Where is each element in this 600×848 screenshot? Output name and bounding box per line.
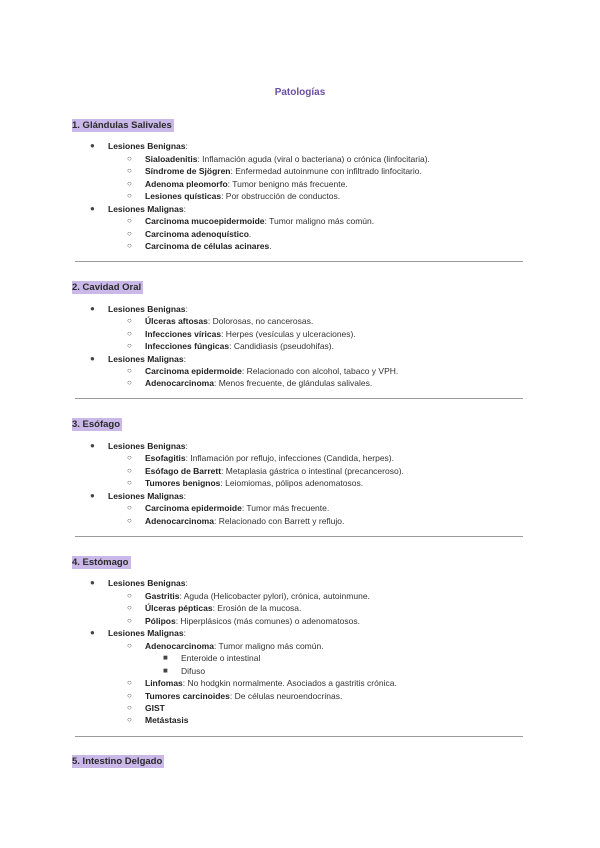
bullet-marker: ● [90, 441, 95, 450]
malign-group-label: Lesiones Malignas: [108, 491, 186, 501]
circle-marker: ○ [127, 715, 132, 724]
circle-marker: ○ [127, 516, 132, 525]
circle-marker: ○ [127, 241, 132, 250]
list-item: Tumores carcinoides: De células neuroendocrinas. [145, 691, 343, 701]
circle-marker: ○ [127, 216, 132, 225]
bullet-marker: ● [90, 204, 95, 213]
benign-group-label: Lesiones Benignas: [108, 441, 188, 451]
list-item: Pólipos: Hiperplásicos (más comunes) o adenomatosos. [145, 616, 360, 626]
list-item: Carcinoma mucoepidermoide: Tumor maligno más común. [145, 216, 375, 226]
list-item: Metástasis [145, 715, 189, 725]
sub-list-item: Enteroide o intestinal [181, 653, 261, 663]
list-item: Úlceras aftosas: Dolorosas, no cancerosas. [145, 316, 314, 326]
bullet-marker: ● [90, 491, 95, 500]
list-item: Gastritis: Aguda (Helicobacter pylori), crónica, autoinmune. [145, 591, 370, 601]
list-item: Síndrome de Sjögren: Enfermedad autoinmune con infiltrado linfocitario. [145, 166, 422, 176]
circle-marker: ○ [127, 603, 132, 612]
section-divider [75, 398, 523, 399]
malign-group-label: Lesiones Malignas: [108, 204, 186, 214]
circle-marker: ○ [127, 641, 132, 650]
section-heading-intestino-delgado: 5. Intestino Delgado [72, 756, 163, 767]
section-heading-cavidad-oral: 2. Cavidad Oral [72, 282, 142, 293]
malign-group-label: Lesiones Malignas: [108, 628, 186, 638]
bullet-marker: ● [90, 304, 95, 313]
circle-marker: ○ [127, 616, 132, 625]
list-item: GIST [145, 703, 165, 713]
list-item: Adenocarcinoma: Tumor maligno más común. [145, 641, 324, 651]
benign-group-label: Lesiones Benignas: [108, 141, 188, 151]
list-item: Esofagitis: Inflamación por reflujo, infecciones (Candida, herpes). [145, 453, 394, 463]
bullet-marker: ● [90, 628, 95, 637]
list-item: Carcinoma epidermoide: Tumor más frecuente. [145, 503, 330, 513]
benign-group-label: Lesiones Benignas: [108, 304, 188, 314]
sub-list-item: Difuso [181, 666, 206, 676]
section-divider [75, 736, 523, 737]
list-item: Carcinoma epidermoide: Relacionado con alcohol, tabaco y VPH. [145, 366, 399, 376]
section-divider [75, 536, 523, 537]
list-item: Carcinoma de células acinares. [145, 241, 272, 251]
circle-marker: ○ [127, 478, 132, 487]
list-item: Tumores benignos: Leiomiomas, pólipos adenomatosos. [145, 478, 364, 488]
list-item: Esófago de Barrett: Metaplasia gástrica o intestinal (precanceroso). [145, 466, 404, 476]
circle-marker: ○ [127, 678, 132, 687]
list-item: Carcinoma adenoquístico. [145, 229, 252, 239]
circle-marker: ○ [127, 154, 132, 163]
page-title: Patologías [274, 87, 326, 98]
list-item: Adenocarcinoma: Menos frecuente, de glándulas salivales. [145, 378, 373, 388]
bullet-marker: ● [90, 578, 95, 587]
circle-marker: ○ [127, 166, 132, 175]
circle-marker: ○ [127, 503, 132, 512]
circle-marker: ○ [127, 341, 132, 350]
list-item: Adenocarcinoma: Relacionado con Barrett y reflujo. [145, 516, 345, 526]
bullet-marker: ● [90, 141, 95, 150]
circle-marker: ○ [127, 453, 132, 462]
section-heading-estomago: 4. Estómago [72, 557, 129, 568]
list-item: Adenoma pleomorfo: Tumor benigno más frecuente. [145, 179, 348, 189]
benign-group-label: Lesiones Benignas: [108, 578, 188, 588]
list-item: Infecciones fúngicas: Candidiasis (pseudohifas). [145, 341, 334, 351]
section-heading-salivales: 1. Glándulas Salivales [72, 120, 172, 131]
list-item: Infecciones víricas: Herpes (vesículas y ulceraciones). [145, 329, 356, 339]
square-marker: ■ [163, 666, 168, 675]
circle-marker: ○ [127, 191, 132, 200]
list-item: Úlceras pépticas: Erosión de la mucosa. [145, 603, 302, 613]
circle-marker: ○ [127, 229, 132, 238]
list-item: Linfomas: No hodgkin normalmente. Asociados a gastritis crónica. [145, 678, 397, 688]
section-divider [75, 261, 523, 262]
circle-marker: ○ [127, 378, 132, 387]
circle-marker: ○ [127, 366, 132, 375]
section-heading-esofago: 3. Esófago [72, 419, 121, 430]
circle-marker: ○ [127, 179, 132, 188]
circle-marker: ○ [127, 466, 132, 475]
circle-marker: ○ [127, 591, 132, 600]
malign-group-label: Lesiones Malignas: [108, 354, 186, 364]
circle-marker: ○ [127, 316, 132, 325]
circle-marker: ○ [127, 329, 132, 338]
list-item: Lesiones quísticas: Por obstrucción de conductos. [145, 191, 341, 201]
circle-marker: ○ [127, 703, 132, 712]
circle-marker: ○ [127, 691, 132, 700]
bullet-marker: ● [90, 354, 95, 363]
list-item: Sialoadenitis: Inflamación aguda (viral o bacteriana) o crónica (linfocitaria). [145, 154, 430, 164]
square-marker: ■ [163, 653, 168, 662]
